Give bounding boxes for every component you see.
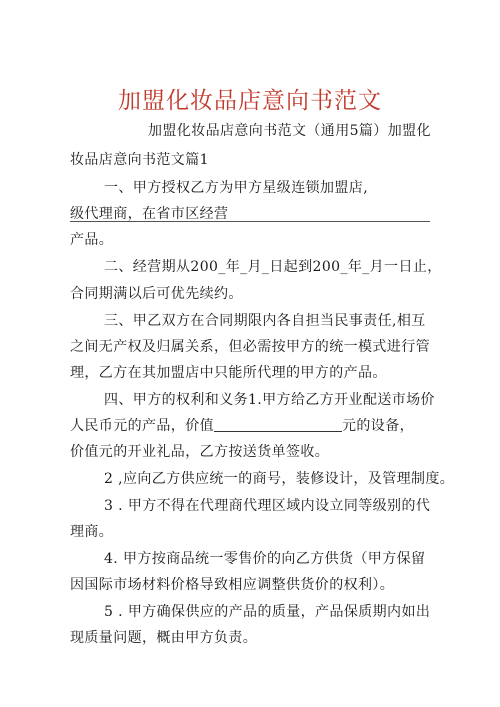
clause-2-line-2: 合同期满以后可优先续约。: [70, 286, 243, 302]
item-3-line-1: 3 . 甲方不得在代理商代理区域内设立同等级别的代: [104, 498, 431, 514]
item-4-line-2: 因国际市场材料价格导致相应调整供货价的权利）。: [70, 577, 395, 593]
clause-4-line-3: 价值元的开业礼品，乙方按送货单签收。: [70, 444, 330, 460]
clause-2-line-1: 二、经营期从200_年_月_日起到200_年_月一日止，: [104, 259, 442, 275]
clause-3-line-3: 理，乙方在其加盟店中只能所代理的甲方的产品。: [70, 365, 387, 381]
intro-line-2: 妆品店意向书范文篇1: [70, 152, 209, 168]
item-3-line-2: 理商。: [70, 524, 114, 540]
clause-3-line-1: 三、甲乙双方在合同期限内各自担当民事责任,相互: [104, 313, 426, 329]
document-title: 加盟化妆品店意向书范文: [118, 88, 382, 114]
clause-4-line-2: [70, 416, 414, 436]
item-5-line-1: 5 . 甲方确保供应的产品的质量，产品保质期内如出: [104, 604, 431, 620]
blank-underline: [214, 417, 342, 432]
clause-4-line-1: 四、甲方的权利和义务1.甲方给乙方开业配送市场价: [104, 392, 435, 408]
item-5-line-2: 现质量问题，概由甲方负责。: [70, 630, 258, 646]
clause-1-line-3: 产品。: [70, 232, 114, 248]
fill-in-rule: [70, 221, 430, 222]
clause-3-line-2: 之间无产权及归属关系，但必需按甲方的统一模式进行管: [70, 339, 430, 355]
clause-4-line-2-part-b: 元的设备，: [342, 418, 414, 434]
intro-line-1: 加盟化妆品店意向书范文（通用5篇）加盟化: [148, 123, 431, 139]
item-4-line-1: 4. 甲方按商品统一零售价的向乙方供货（甲方保留: [104, 551, 426, 567]
item-2-line-1: 2 ,应向乙方供应统一的商号，装修设计，及管理制度。: [104, 471, 455, 487]
clause-4-line-2-part-a: 人民币元的产品，价值: [70, 418, 214, 434]
clause-1-line-1: 一、甲方授权乙方为甲方星级连锁加盟店,: [104, 180, 369, 196]
clause-1-line-2: 级代理商，在省市区经营: [70, 206, 229, 222]
